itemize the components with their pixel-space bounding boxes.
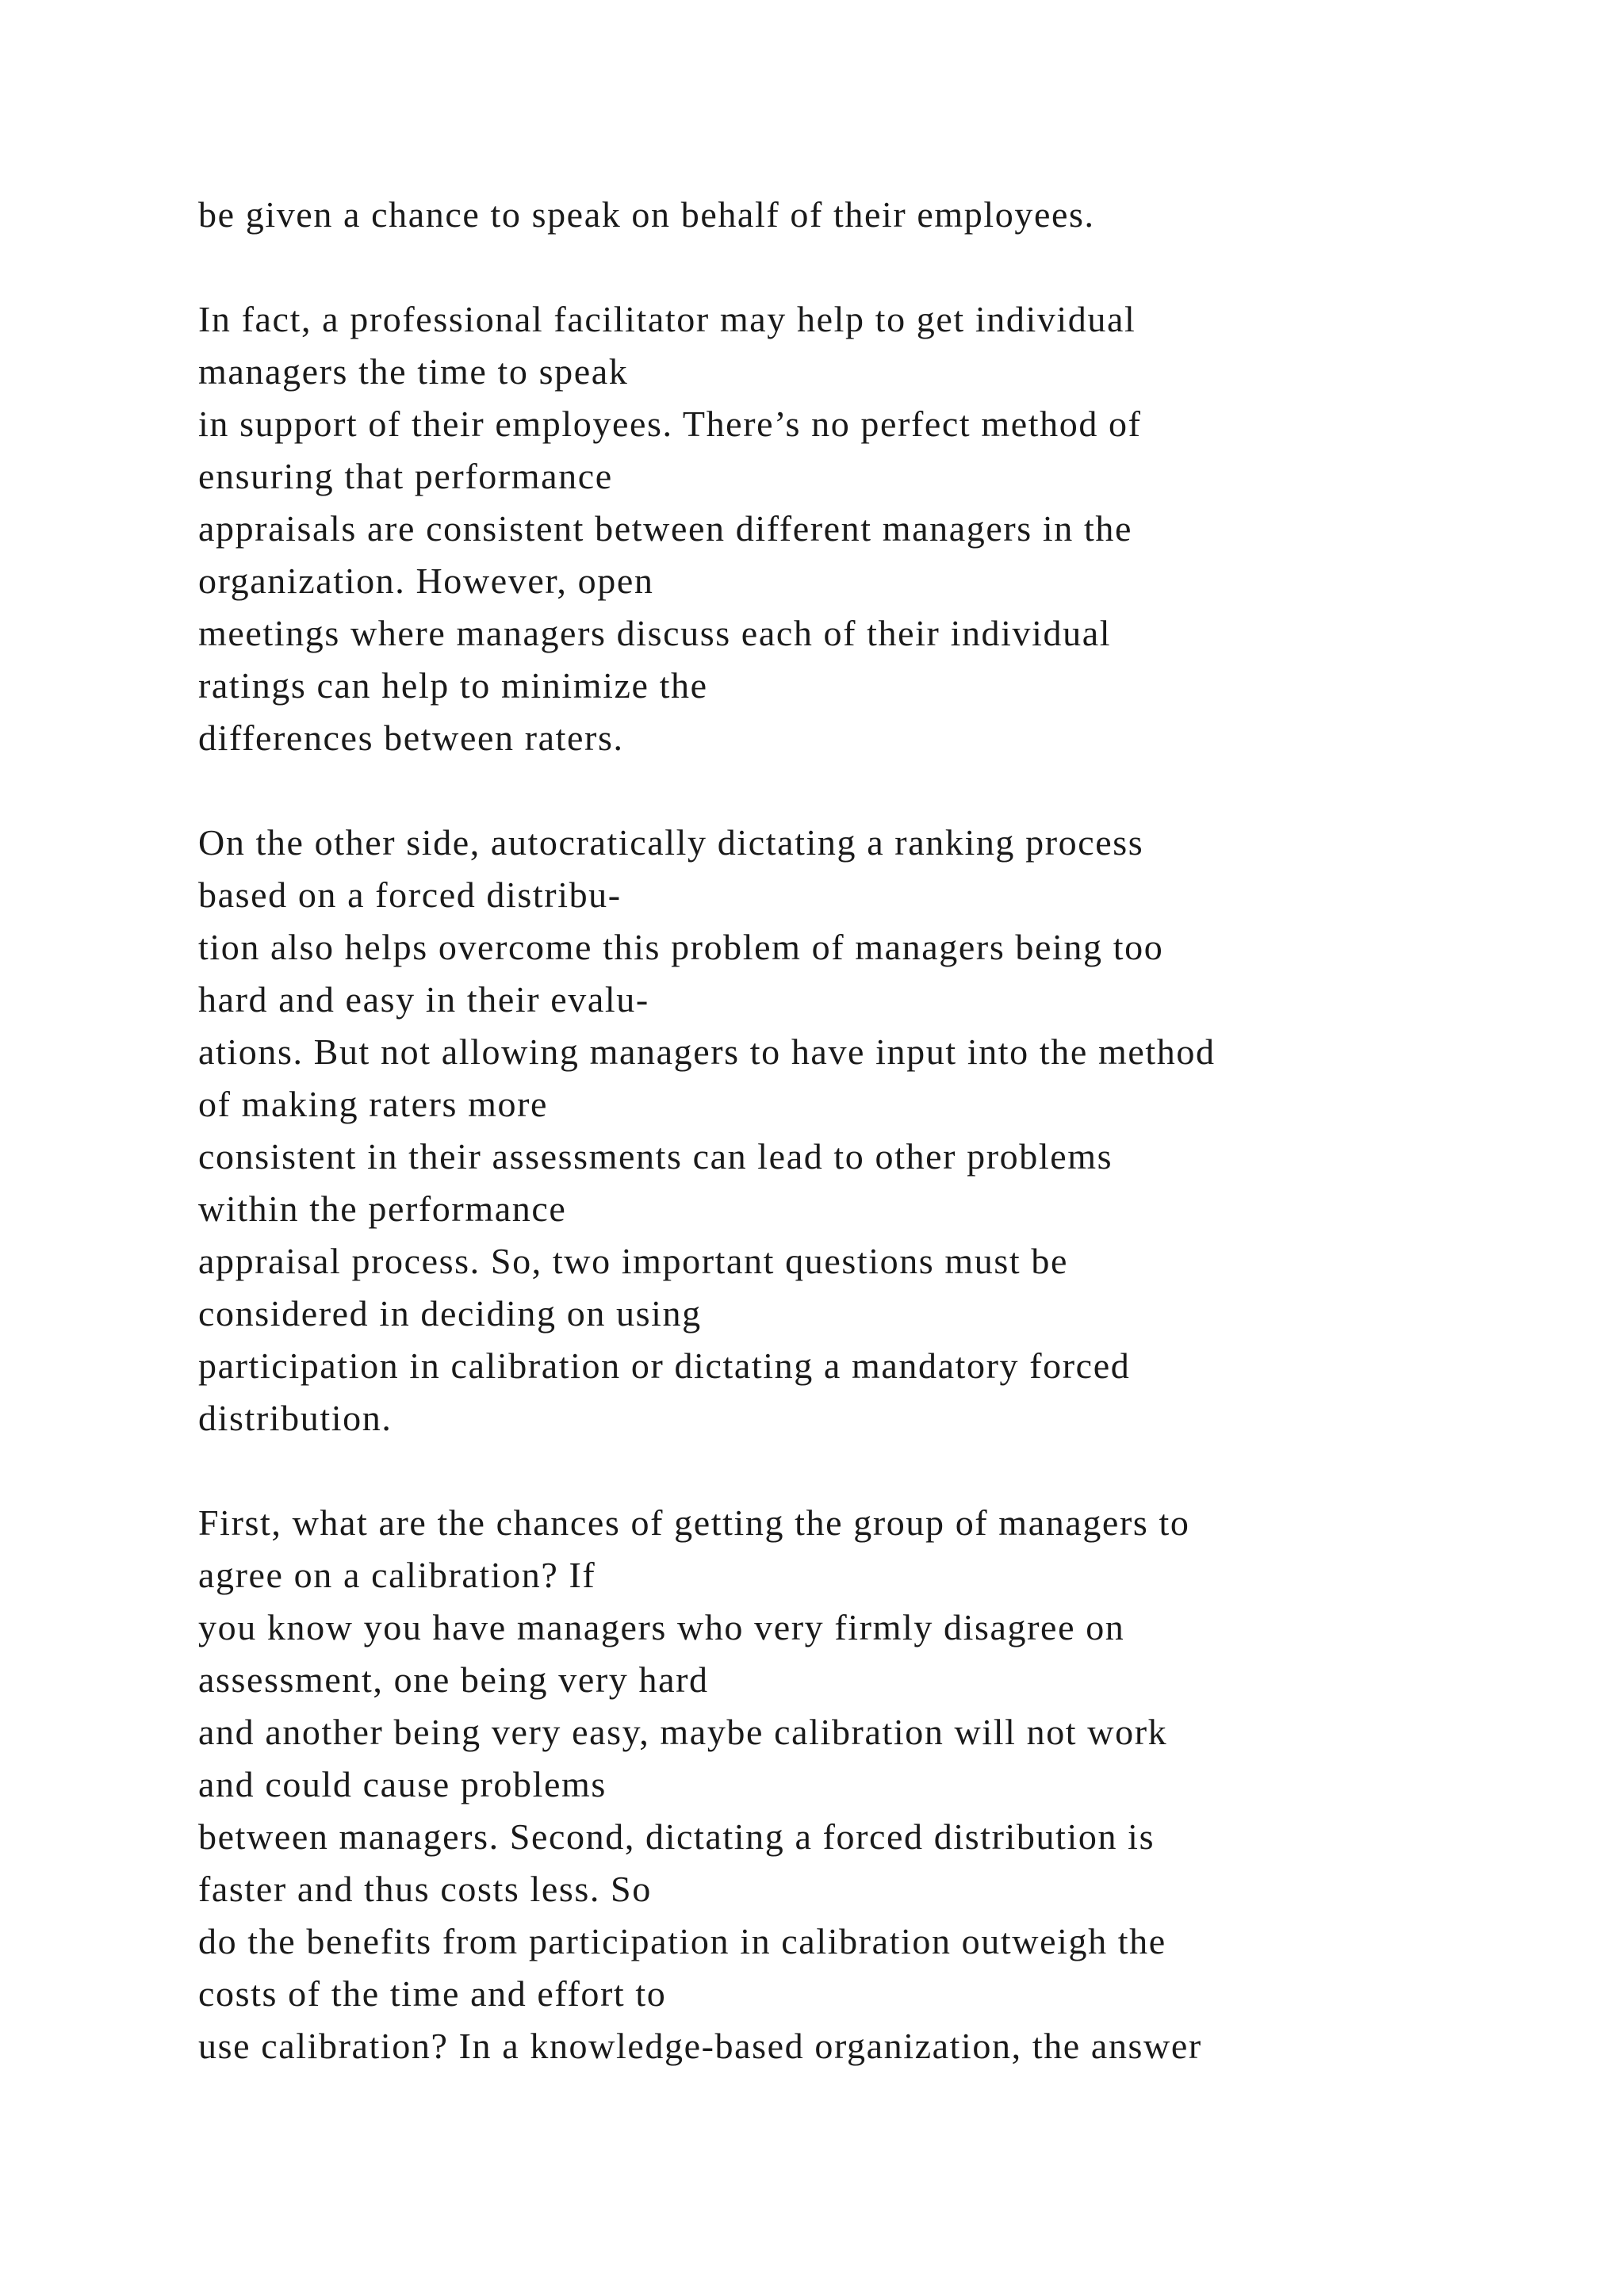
text-line: appraisals are consistent between different managers in the [198,508,1132,549]
text-line: differences between raters. [198,718,624,758]
text-line: agree on a calibration? If [198,1555,596,1595]
text-line: in support of their employees. There’s no perfect method of [198,404,1142,444]
text-line: participation in calibration or dictating a mandatory forced [198,1345,1131,1386]
paragraph-4 [198,1497,1546,2072]
text-line: use calibration? In a knowledge-based organization, the answer [198,2026,1202,2066]
text-line: On the other side, autocratically dictating a ranking process [198,822,1144,863]
text-line: and another being very easy, maybe calibration will not work [198,1712,1168,1752]
text-line: tion also helps overcome this problem of managers being too [198,927,1164,967]
text-line: do the benefits from participation in calibration outweigh the [198,1921,1166,1961]
text-line: assessment, one being very hard [198,1659,709,1700]
text-line: based on a forced distribu- [198,874,622,915]
text-line: ations. But not allowing managers to have input into the method [198,1031,1216,1072]
text-line: First, what are the chances of getting the group of managers to [198,1502,1190,1543]
text-line: In fact, a professional facilitator may help to get individual [198,299,1136,339]
paragraph-1 [198,189,1546,241]
text-line: consistent in their assessments can lead to other problems [198,1136,1113,1177]
text-line: between managers. Second, dictating a forced distribution is [198,1816,1155,1857]
text-line: and could cause problems [198,1764,607,1804]
text-line: be given a chance to speak on behalf of their employees. [198,194,1095,235]
text-line: ensuring that performance [198,456,613,496]
text-line: hard and easy in their evalu- [198,979,649,1020]
text-line: faster and thus costs less. So [198,1869,652,1909]
text-line: managers the time to speak [198,351,629,392]
text-line: considered in deciding on using [198,1293,702,1334]
paragraph-2 [198,293,1546,764]
text-line: you know you have managers who very firmly disagree on [198,1607,1125,1647]
text-line: of making raters more [198,1084,549,1124]
text-line: organization. However, open [198,561,654,601]
text-line: meetings where managers discuss each of their individual [198,613,1112,653]
text-line: distribution. [198,1398,393,1438]
text-line: ratings can help to minimize the [198,665,708,706]
document-body [198,189,1546,2072]
paragraph-3 [198,817,1546,1445]
text-line: within the performance [198,1188,567,1229]
text-line: appraisal process. So, two important questions must be [198,1241,1068,1281]
text-line: costs of the time and effort to [198,1973,667,2014]
